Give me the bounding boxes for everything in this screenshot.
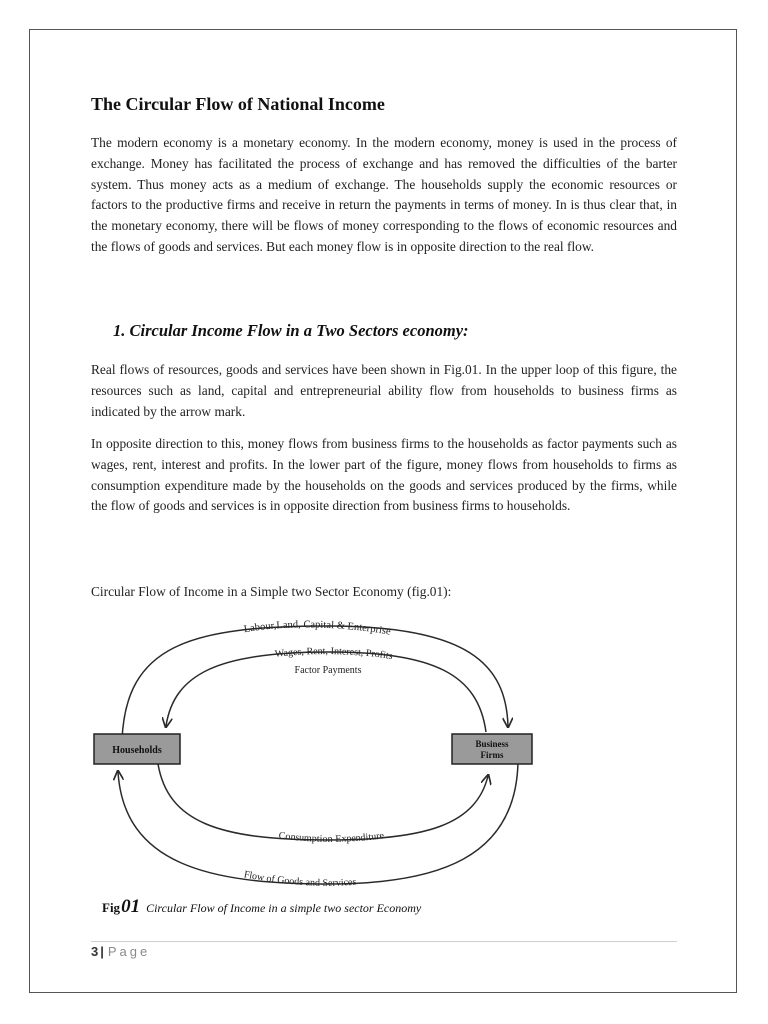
page-title: The Circular Flow of National Income: [91, 94, 385, 114]
outer-bottom-label: Flow of Goods and Services: [242, 869, 357, 890]
inner-bottom-label: Consumption Expenditure: [278, 830, 385, 846]
households-box: [94, 734, 180, 764]
outer-top-label: Labour,Land, Capital & Enterprise: [243, 619, 392, 638]
inner-bottom-flow-arrow: [158, 764, 488, 840]
section-heading: 1. Circular Income Flow in a Two Sectors economy:: [113, 321, 469, 340]
page-label: Page: [107, 944, 151, 959]
outer-bottom-flow-arrow: [118, 762, 518, 884]
caption-prefix: Fig: [102, 900, 121, 915]
business-firms-box: [452, 734, 532, 764]
svg-text:Fig01Circular Flow of Income i: [102, 896, 422, 917]
intro-paragraph: The modern economy is a monetary economy. In the modern economy, money is used in the process of exchange. Money has facilitated the process of exchange and has removed the difficulties of the barter system. Thus money acts as a medium of exchange. The households supply the economic resources or factors to the productive firms and receive in return the payments in terms of money. In is thus clear that, in the monetary economy, there will be flows of money corresponding to the flows of economic resources and the flows of goods and services. But each money flow is in opposite direction to the real flow.: [91, 135, 677, 254]
figure-caption: [102, 896, 422, 917]
business-label-line1: Business: [475, 739, 509, 749]
page-footer: [91, 944, 150, 959]
inner-top-sublabel: Factor Payments: [294, 665, 362, 676]
page-number: 3: [91, 944, 99, 959]
inner-top-flow-arrow: [166, 652, 486, 732]
caption-number: 01: [121, 896, 141, 917]
caption-text: Circular Flow of Income in a simple two sector Economy: [146, 901, 422, 915]
circular-flow-figure: [78, 612, 538, 922]
real-flows-paragraph: Real flows of resources, goods and services have been shown in Fig.01. In the upper loop of this figure, the resources such as land, capital and entrepreneurial ability flow from households to business firms as indicated by the arrow mark.: [91, 362, 677, 419]
outer-top-flow-arrow: [122, 626, 508, 740]
business-label-line2: Firms: [480, 750, 504, 760]
figure-intro-line: Circular Flow of Income in a Simple two Sector Economy (fig.01):: [91, 584, 452, 599]
money-flows-paragraph: In opposite direction to this, money flows from business firms to the households as factor payments such as wages, rent, interest and profits. In the lower part of the figure, money flows from households to firms as consumption expenditure made by the households on the goods and services produced by the firms, while the flow of goods and services is in opposite direction from business firms to households.: [91, 436, 677, 514]
households-label: Households: [112, 745, 162, 756]
inner-top-label: Wages, Rent, Interest, Profits: [274, 645, 394, 663]
footer-separator: |: [100, 944, 104, 959]
footer-rule: [91, 941, 677, 942]
circular-flow-diagram: [78, 612, 538, 922]
